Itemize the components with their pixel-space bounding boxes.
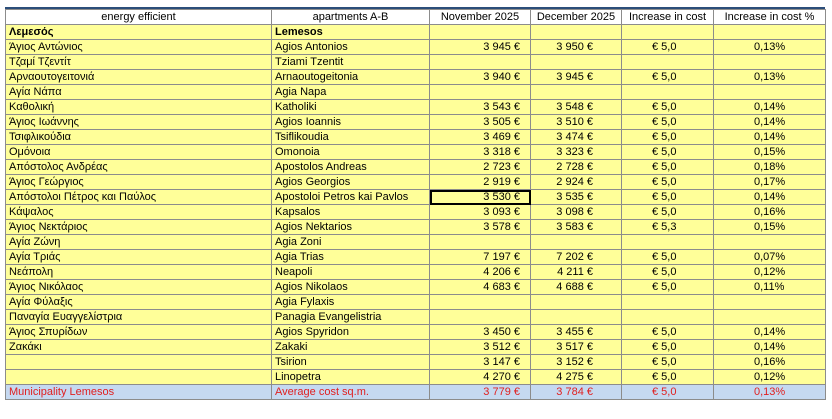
cell-november[interactable]: 4 683 € bbox=[430, 280, 531, 295]
table-row bbox=[6, 355, 826, 370]
cell-november[interactable]: 3 469 € bbox=[430, 130, 531, 145]
cell-november[interactable]: 3 505 € bbox=[430, 115, 531, 130]
top-border-strip bbox=[0, 0, 832, 9]
header-cell-energy[interactable]: energy efficient bbox=[6, 10, 272, 25]
cell-area-en[interactable]: Tsiflikoudia bbox=[272, 130, 430, 145]
cell-area-gr[interactable]: Άγιος Νικόλαος bbox=[6, 280, 272, 295]
table-row bbox=[6, 370, 826, 385]
cell-november[interactable]: 3 779 € bbox=[430, 385, 531, 400]
header-cell-apartments[interactable]: apartments A-B bbox=[272, 10, 430, 25]
cell-november[interactable]: 2 723 € bbox=[430, 160, 531, 175]
cell-increase[interactable] bbox=[622, 85, 714, 100]
cell-december[interactable] bbox=[531, 310, 622, 325]
cell-area-gr[interactable]: Παναγία Ευαγγελίστρια bbox=[6, 310, 272, 325]
cell-december[interactable]: 4 688 € bbox=[531, 280, 622, 295]
table-row bbox=[6, 250, 826, 265]
cell-november[interactable]: 3 543 € bbox=[430, 100, 531, 115]
cell-area-gr[interactable]: Ομόνοια bbox=[6, 145, 272, 160]
cell-area-en[interactable]: Agios Ioannis bbox=[272, 115, 430, 130]
cell-area-en[interactable]: Tziami Tzentit bbox=[272, 55, 430, 70]
cell-area-en[interactable]: Agios Georgios bbox=[272, 175, 430, 190]
cell-december[interactable]: 4 275 € bbox=[531, 370, 622, 385]
spreadsheet-table bbox=[5, 9, 826, 400]
cell-area-gr[interactable]: Ζακάκι bbox=[6, 340, 272, 355]
cell-increase-pct[interactable]: 0,14% bbox=[714, 115, 826, 130]
cell-november[interactable] bbox=[430, 85, 531, 100]
cell-area-en[interactable]: Agios Nektarios bbox=[272, 220, 430, 235]
cell-december[interactable] bbox=[531, 85, 622, 100]
cell-increase-pct[interactable]: 0,14% bbox=[714, 340, 826, 355]
cell-december[interactable]: 2 728 € bbox=[531, 160, 622, 175]
cell-november[interactable]: 3 093 € bbox=[430, 205, 531, 220]
cell-increase-pct[interactable] bbox=[714, 85, 826, 100]
cell-november[interactable] bbox=[430, 310, 531, 325]
cell-area-gr[interactable]: Κάψαλος bbox=[6, 205, 272, 220]
cell-increase[interactable]: € 5,0 bbox=[622, 190, 714, 205]
cell-increase-pct[interactable]: 0,14% bbox=[714, 100, 826, 115]
cell-area-gr[interactable]: Αγία Ζώνη bbox=[6, 235, 272, 250]
cell-december[interactable]: 3 784 € bbox=[531, 385, 622, 400]
cell-area-en[interactable]: Arnaoutogeitonia bbox=[272, 70, 430, 85]
cell-increase[interactable]: € 5,0 bbox=[622, 130, 714, 145]
cell-november[interactable]: 3 512 € bbox=[430, 340, 531, 355]
cell-area-en[interactable]: Panagia Evangelistria bbox=[272, 310, 430, 325]
cell-increase[interactable] bbox=[622, 295, 714, 310]
cell-section-en[interactable]: Lemesos bbox=[272, 25, 430, 40]
table-row bbox=[6, 115, 826, 130]
cell-increase[interactable] bbox=[622, 310, 714, 325]
cell-area-en[interactable]: Neapoli bbox=[272, 265, 430, 280]
table-row bbox=[6, 85, 826, 100]
cell-area-en[interactable]: Average cost sq.m. bbox=[272, 385, 430, 400]
cell-area-gr[interactable]: Απόστολος Ανδρέας bbox=[6, 160, 272, 175]
cell-area-en[interactable]: Apostoloi Petros kai Pavlos bbox=[272, 190, 430, 205]
cell-increase[interactable]: € 5,0 bbox=[622, 175, 714, 190]
table-row bbox=[6, 100, 826, 115]
cell-area-gr[interactable]: Άγιος Γεώργιος bbox=[6, 175, 272, 190]
cell-december[interactable]: 3 535 € bbox=[531, 190, 622, 205]
header-cell-increase[interactable]: Increase in cost bbox=[622, 10, 714, 25]
table-row bbox=[6, 220, 826, 235]
cell-december[interactable]: 2 924 € bbox=[531, 175, 622, 190]
cell-increase[interactable] bbox=[622, 55, 714, 70]
cell-empty[interactable] bbox=[622, 25, 714, 40]
header-cell-december[interactable]: December 2025 bbox=[531, 10, 622, 25]
header-cell-november[interactable]: November 2025 bbox=[430, 10, 531, 25]
cell-november[interactable]: 3 318 € bbox=[430, 145, 531, 160]
cell-december[interactable]: 4 211 € bbox=[531, 265, 622, 280]
cell-december[interactable]: 3 548 € bbox=[531, 100, 622, 115]
cell-increase-pct[interactable]: 0,18% bbox=[714, 160, 826, 175]
cell-increase[interactable]: € 5,0 bbox=[622, 355, 714, 370]
cell-area-en[interactable]: Kapsalos bbox=[272, 205, 430, 220]
cell-increase-pct[interactable]: 0,14% bbox=[714, 130, 826, 145]
cell-increase[interactable]: € 5,0 bbox=[622, 385, 714, 400]
cell-area-gr[interactable]: Άγιος Αντώνιος bbox=[6, 40, 272, 55]
table-row bbox=[6, 310, 826, 325]
cell-increase[interactable]: € 5,0 bbox=[622, 370, 714, 385]
cell-december[interactable] bbox=[531, 55, 622, 70]
cell-empty[interactable] bbox=[714, 25, 826, 40]
cell-december[interactable]: 3 583 € bbox=[531, 220, 622, 235]
table-row bbox=[6, 130, 826, 145]
cell-area-gr[interactable]: Απόστολοι Πέτρος και Παύλος bbox=[6, 190, 272, 205]
cell-increase[interactable]: € 5,0 bbox=[622, 115, 714, 130]
cell-area-en[interactable]: Tsirion bbox=[272, 355, 430, 370]
table-row bbox=[6, 340, 826, 355]
cell-december[interactable]: 3 455 € bbox=[531, 325, 622, 340]
cell-area-gr[interactable]: Municipality Lemesos bbox=[6, 385, 272, 400]
cell-november[interactable]: 4 270 € bbox=[430, 370, 531, 385]
cell-area-gr[interactable]: Τζαμί Τζεντίτ bbox=[6, 55, 272, 70]
cell-increase[interactable]: € 5,0 bbox=[622, 265, 714, 280]
table-row bbox=[6, 55, 826, 70]
cell-area-en[interactable]: Agios Spyridon bbox=[272, 325, 430, 340]
table-row bbox=[6, 205, 826, 220]
cell-december[interactable]: 3 323 € bbox=[531, 145, 622, 160]
cell-area-gr[interactable]: Άγιος Νεκτάριος bbox=[6, 220, 272, 235]
cell-november[interactable]: 3 450 € bbox=[430, 325, 531, 340]
cell-december[interactable]: 3 950 € bbox=[531, 40, 622, 55]
cell-increase-pct[interactable]: 0,17% bbox=[714, 175, 826, 190]
cell-december[interactable]: 3 517 € bbox=[531, 340, 622, 355]
cell-increase-pct[interactable]: 0,13% bbox=[714, 40, 826, 55]
cell-december[interactable]: 3 474 € bbox=[531, 130, 622, 145]
cell-increase[interactable]: € 5,0 bbox=[622, 70, 714, 85]
cell-november[interactable]: 3 530 € bbox=[430, 190, 531, 205]
cell-area-gr[interactable]: Αγία Φύλαξις bbox=[6, 295, 272, 310]
cell-area-en[interactable]: Agia Trias bbox=[272, 250, 430, 265]
section-row bbox=[6, 25, 826, 40]
cell-increase[interactable]: € 5,0 bbox=[622, 40, 714, 55]
cell-increase[interactable]: € 5,0 bbox=[622, 340, 714, 355]
cell-december[interactable]: 3 945 € bbox=[531, 70, 622, 85]
cell-november[interactable]: 3 147 € bbox=[430, 355, 531, 370]
cell-area-gr[interactable]: Άγιος Σπυρίδων bbox=[6, 325, 272, 340]
cell-increase-pct[interactable]: 0,07% bbox=[714, 250, 826, 265]
cell-increase[interactable]: € 5,0 bbox=[622, 250, 714, 265]
cell-increase-pct[interactable]: 0,12% bbox=[714, 370, 826, 385]
cell-november[interactable]: 7 197 € bbox=[430, 250, 531, 265]
cell-increase-pct[interactable] bbox=[714, 310, 826, 325]
cell-area-gr[interactable]: Καθολική bbox=[6, 100, 272, 115]
cell-december[interactable]: 3 510 € bbox=[531, 115, 622, 130]
cell-november[interactable]: 4 206 € bbox=[430, 265, 531, 280]
cell-increase-pct[interactable]: 0,16% bbox=[714, 205, 826, 220]
table-row bbox=[6, 40, 826, 55]
cell-increase-pct[interactable]: 0,14% bbox=[714, 190, 826, 205]
table-row bbox=[6, 280, 826, 295]
table-row bbox=[6, 325, 826, 340]
cell-december[interactable] bbox=[531, 235, 622, 250]
cell-area-gr[interactable]: Αρναουτογειτονιά bbox=[6, 70, 272, 85]
cell-area-en[interactable]: Zakaki bbox=[272, 340, 430, 355]
cell-area-en[interactable]: Agia Fylaxis bbox=[272, 295, 430, 310]
table-row bbox=[6, 175, 826, 190]
cell-area-en[interactable]: Omonoia bbox=[272, 145, 430, 160]
table-row bbox=[6, 70, 826, 85]
cell-area-gr[interactable] bbox=[6, 355, 272, 370]
cell-area-en[interactable]: Apostolos Andreas bbox=[272, 160, 430, 175]
cell-empty[interactable] bbox=[430, 25, 531, 40]
cell-november[interactable]: 3 578 € bbox=[430, 220, 531, 235]
table-row bbox=[6, 190, 826, 205]
cell-november[interactable] bbox=[430, 235, 531, 250]
cell-area-gr[interactable]: Άγιος Ιωάννης bbox=[6, 115, 272, 130]
cell-area-en[interactable]: Linopetra bbox=[272, 370, 430, 385]
cell-november[interactable]: 3 940 € bbox=[430, 70, 531, 85]
cell-area-gr[interactable]: Αγία Τριάς bbox=[6, 250, 272, 265]
cell-november[interactable]: 3 945 € bbox=[430, 40, 531, 55]
cell-increase-pct[interactable] bbox=[714, 295, 826, 310]
cell-increase-pct[interactable] bbox=[714, 55, 826, 70]
cell-area-gr[interactable]: Νεάπολη bbox=[6, 265, 272, 280]
cell-increase[interactable]: € 5,0 bbox=[622, 205, 714, 220]
cell-increase[interactable] bbox=[622, 235, 714, 250]
cell-december[interactable]: 3 152 € bbox=[531, 355, 622, 370]
cell-increase[interactable]: € 5,0 bbox=[622, 100, 714, 115]
header-row bbox=[6, 10, 826, 25]
cell-november[interactable]: 2 919 € bbox=[430, 175, 531, 190]
cell-area-en[interactable]: Agios Nikolaos bbox=[272, 280, 430, 295]
table-row bbox=[6, 235, 826, 250]
cell-increase-pct[interactable]: 0,15% bbox=[714, 220, 826, 235]
cell-area-gr[interactable] bbox=[6, 370, 272, 385]
cell-increase-pct[interactable]: 0,13% bbox=[714, 385, 826, 400]
cell-november[interactable] bbox=[430, 55, 531, 70]
cell-area-en[interactable]: Agios Antonios bbox=[272, 40, 430, 55]
cell-increase-pct[interactable]: 0,12% bbox=[714, 265, 826, 280]
cell-increase-pct[interactable]: 0,14% bbox=[714, 325, 826, 340]
cell-increase[interactable]: € 5,0 bbox=[622, 160, 714, 175]
cell-increase-pct[interactable]: 0,13% bbox=[714, 70, 826, 85]
cell-increase[interactable]: € 5,0 bbox=[622, 145, 714, 160]
table-row bbox=[6, 295, 826, 310]
cell-empty[interactable] bbox=[531, 25, 622, 40]
cell-area-en[interactable]: Agia Napa bbox=[272, 85, 430, 100]
cell-area-en[interactable]: Katholiki bbox=[272, 100, 430, 115]
cell-december[interactable]: 7 202 € bbox=[531, 250, 622, 265]
cell-area-gr[interactable]: Τσιφλικούδια bbox=[6, 130, 272, 145]
cell-increase-pct[interactable] bbox=[714, 235, 826, 250]
cell-increase-pct[interactable]: 0,15% bbox=[714, 145, 826, 160]
table-row bbox=[6, 145, 826, 160]
cell-area-gr[interactable]: Αγία Νάπα bbox=[6, 85, 272, 100]
cell-increase[interactable]: € 5,3 bbox=[622, 220, 714, 235]
cell-december[interactable] bbox=[531, 295, 622, 310]
cell-increase-pct[interactable]: 0,16% bbox=[714, 355, 826, 370]
cell-increase-pct[interactable]: 0,11% bbox=[714, 280, 826, 295]
cell-area-en[interactable]: Agia Zoni bbox=[272, 235, 430, 250]
table-row bbox=[6, 160, 826, 175]
cell-increase[interactable]: € 5,0 bbox=[622, 325, 714, 340]
table-row bbox=[6, 265, 826, 280]
cell-november[interactable] bbox=[430, 295, 531, 310]
header-cell-increase-pct[interactable]: Increase in cost % bbox=[714, 10, 826, 25]
cell-december[interactable]: 3 098 € bbox=[531, 205, 622, 220]
cell-increase[interactable]: € 5,0 bbox=[622, 280, 714, 295]
total-row bbox=[6, 385, 826, 400]
cell-section-gr[interactable]: Λεμεσός bbox=[6, 25, 272, 40]
